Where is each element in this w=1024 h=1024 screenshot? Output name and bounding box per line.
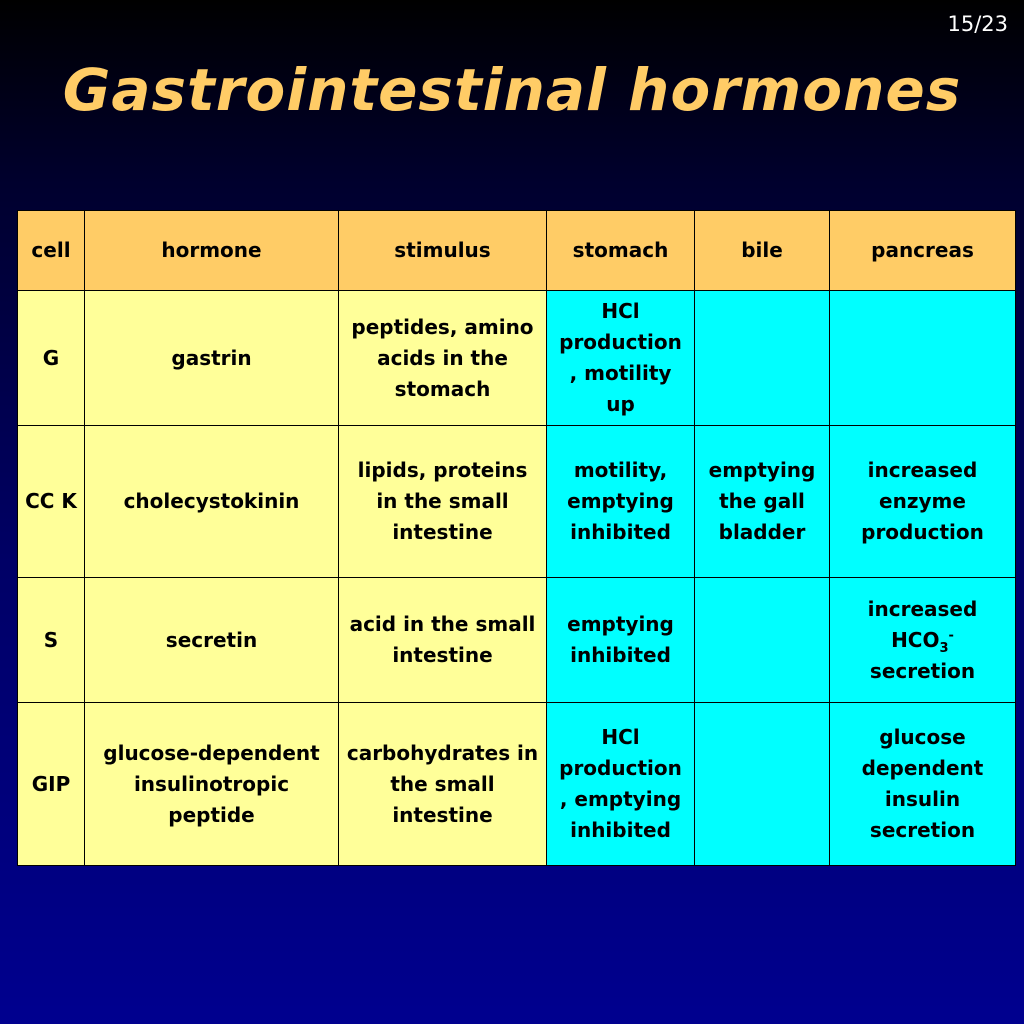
pancreas-line3: secretion bbox=[869, 658, 976, 683]
stomach-effect: emptying inhibited bbox=[547, 578, 695, 703]
table-row bbox=[18, 703, 1016, 866]
pancreas-effect: increased enzyme production bbox=[830, 426, 1016, 578]
cell-type: CC K bbox=[18, 426, 85, 578]
cell-type: GIP bbox=[18, 703, 85, 866]
header-hormone: hormone bbox=[85, 211, 339, 291]
table-row bbox=[18, 578, 1016, 703]
hormone-name: gastrin bbox=[85, 291, 339, 426]
formula-base: HCO bbox=[891, 627, 940, 652]
bicarbonate-formula bbox=[891, 627, 954, 656]
formula-superscript: - bbox=[948, 627, 954, 643]
bile-effect bbox=[695, 578, 830, 703]
header-bile: bile bbox=[695, 211, 830, 291]
pancreas-effect bbox=[830, 578, 1016, 703]
header-stimulus: stimulus bbox=[339, 211, 547, 291]
table-row bbox=[18, 426, 1016, 578]
pancreas-effect bbox=[830, 291, 1016, 426]
hormone-name: glucose-dependent insulinotropic peptide bbox=[85, 703, 339, 866]
table-row bbox=[18, 291, 1016, 426]
stomach-effect: HCl production , emptying inhibited bbox=[547, 703, 695, 866]
table-header-row bbox=[18, 211, 1016, 291]
pancreas-line1: increased bbox=[867, 596, 978, 621]
stomach-effect: HCl production , motility up bbox=[547, 291, 695, 426]
stimulus: lipids, proteins in the small intestine bbox=[339, 426, 547, 578]
hormones-table bbox=[17, 210, 1016, 866]
header-pancreas: pancreas bbox=[830, 211, 1016, 291]
header-stomach: stomach bbox=[547, 211, 695, 291]
hormone-name: cholecystokinin bbox=[85, 426, 339, 578]
cell-type: S bbox=[18, 578, 85, 703]
stimulus: acid in the small intestine bbox=[339, 578, 547, 703]
stomach-effect: motility, emptying inhibited bbox=[547, 426, 695, 578]
bile-effect bbox=[695, 291, 830, 426]
pancreas-effect: glucose dependent insulin secretion bbox=[830, 703, 1016, 866]
hormone-name: secretin bbox=[85, 578, 339, 703]
cell-type: G bbox=[18, 291, 85, 426]
header-cell: cell bbox=[18, 211, 85, 291]
stimulus: peptides, amino acids in the stomach bbox=[339, 291, 547, 426]
page-number: 15/23 bbox=[947, 12, 1008, 36]
bile-effect: emptying the gall bladder bbox=[695, 426, 830, 578]
formula-subscript: 3 bbox=[939, 640, 949, 656]
bile-effect bbox=[695, 703, 830, 866]
slide-title: Gastrointestinal hormones bbox=[62, 56, 962, 124]
stimulus: carbohydrates in the small intestine bbox=[339, 703, 547, 866]
